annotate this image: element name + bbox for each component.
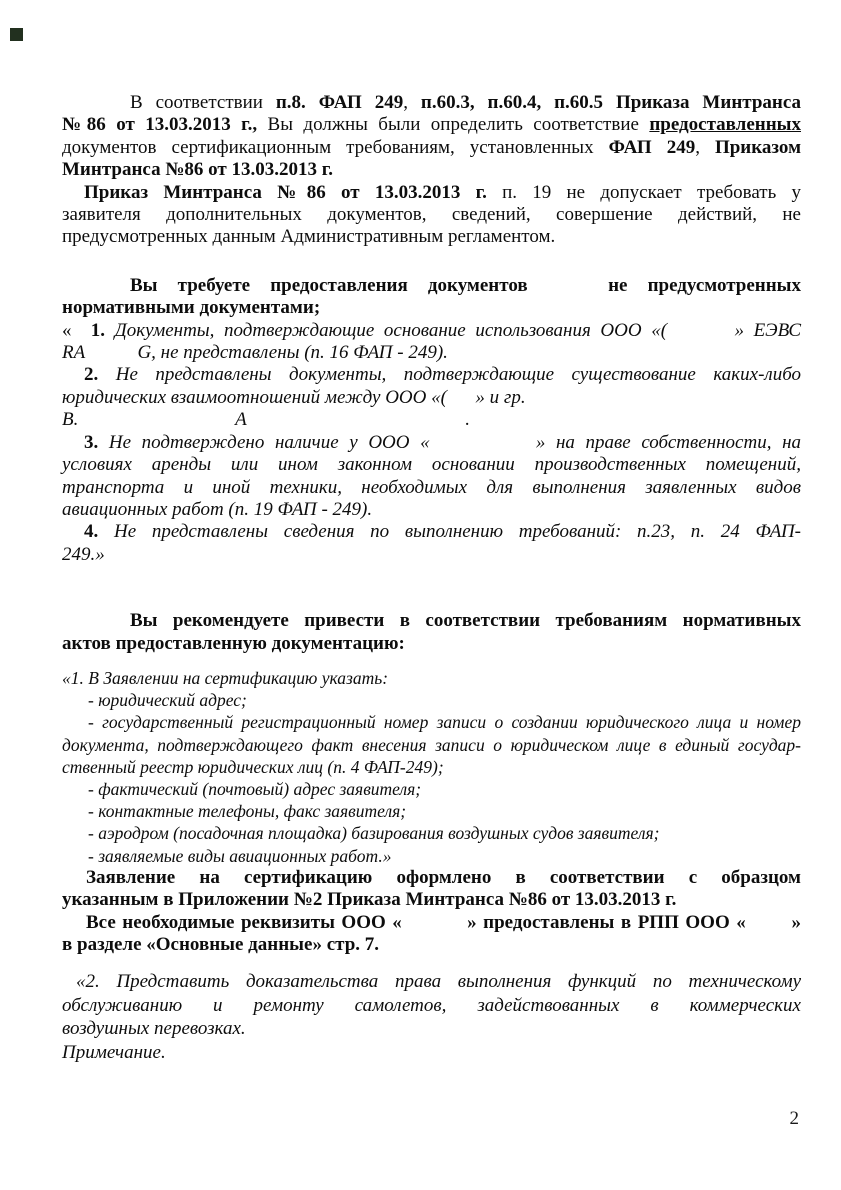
text-line xyxy=(62,912,801,934)
text-line xyxy=(62,822,801,844)
text-run: - государственный регистрационный номер записи о создании юридического лица и номер xyxy=(88,712,801,733)
text-line xyxy=(62,544,801,566)
text-run: юридических взаимоотношений между ООО «( » и гр. xyxy=(62,386,526,408)
remark-paragraph xyxy=(62,970,801,1064)
text-line xyxy=(62,934,801,956)
text-line xyxy=(62,499,801,521)
demand-item-3 xyxy=(62,432,801,522)
text-run: п. 19 не допускает требовать у xyxy=(486,181,801,203)
text-run: ФАП 249 xyxy=(608,136,696,158)
text-line xyxy=(62,342,801,364)
text-run: Приказ Минтранса №86 от 13.03.2013 г. xyxy=(84,181,487,203)
text-line xyxy=(62,114,801,136)
order-paragraph xyxy=(62,182,801,249)
text-run: документов сертификационным требованиям, установленных xyxy=(62,136,609,158)
text-run: «1. В Заявлении на сертификацию указать: xyxy=(62,667,389,688)
text-run: - аэродром (посадочная площадка) базирования воздушных судов заявителя; xyxy=(88,823,660,844)
text-line xyxy=(62,297,801,319)
text-run: воздушных перевозках. xyxy=(62,1018,246,1040)
text-line xyxy=(62,994,801,1018)
text-run: нормативными документами; xyxy=(62,297,321,319)
text-run: 4. xyxy=(84,521,99,543)
text-run: транспорта и иной техники, необходимых для выполнения заявленных видов xyxy=(62,476,801,498)
recommendations-heading xyxy=(62,610,801,655)
statement-paragraph xyxy=(62,867,801,957)
text-line xyxy=(62,432,801,454)
text-run: в разделе «Основные данные» стр. 7. xyxy=(62,933,380,955)
text-run: актов предоставленную документацию: xyxy=(62,632,405,654)
text-line xyxy=(62,633,801,655)
text-run: Документы, подтверждающие основание использования ООО «( » ЕЭВС xyxy=(105,319,802,341)
text-run: Все необходимые реквизиты ООО « » предоставлены в РПП ООО « » xyxy=(86,911,801,933)
text-run: - фактический (почтовый) адрес заявителя; xyxy=(88,778,422,799)
text-run: Не представлены сведения по выполнению требований: п.23, п. 24 ФАП- xyxy=(98,521,801,543)
text-line xyxy=(62,1041,801,1065)
text-line xyxy=(62,204,801,226)
text-run: - контактные телефоны, факс заявителя; xyxy=(88,801,407,822)
text-run: №86 от 13.03.2013 г., xyxy=(62,114,258,136)
text-run: Заявление на сертификацию оформлено в соответствии с образцом xyxy=(86,866,801,888)
text-line xyxy=(62,610,801,632)
text-line xyxy=(62,275,801,297)
text-run: предусмотренных данным Административным регламентом. xyxy=(62,226,556,248)
text-line xyxy=(62,711,801,733)
text-line xyxy=(62,1017,801,1041)
text-run: п.60.3, п.60.4, п.60.5 Приказа Минтранса xyxy=(420,92,802,113)
text-line xyxy=(62,226,801,248)
text-run: предоставленных xyxy=(649,114,801,136)
text-run: ственный реестр юридических лиц (п. 4 ФАП-249); xyxy=(62,756,444,777)
text-line xyxy=(62,845,801,867)
text-run: - юридический адрес; xyxy=(88,690,247,711)
text-run: « xyxy=(62,319,91,341)
text-run: 2. xyxy=(84,364,99,386)
text-line xyxy=(62,970,801,994)
text-run: Не подтверждено наличие у ООО « » на праве собственности, на xyxy=(98,431,801,453)
text-run: п.8. ФАП 249 xyxy=(275,92,404,113)
text-line xyxy=(62,800,801,822)
text-line xyxy=(62,477,801,499)
text-line xyxy=(62,159,801,181)
demand-item-4 xyxy=(62,521,801,566)
text-line xyxy=(62,756,801,778)
text-run: документа, подтверждающего факт внесения записи о юридическом лице в единый государ- xyxy=(62,734,801,755)
text-run: обслуживанию и ремонту самолетов, задействованных в коммерческих xyxy=(62,994,801,1016)
text-line xyxy=(62,778,801,800)
demand-item-1 xyxy=(62,320,801,365)
demand-item-2 xyxy=(62,364,801,431)
text-run: «2. Представить доказательства права выполнения функций по техническому xyxy=(76,971,801,993)
text-run: - заявляемые виды авиационных работ.» xyxy=(88,845,392,866)
text-line xyxy=(62,92,801,114)
text-line xyxy=(62,867,801,889)
text-run: , xyxy=(695,136,715,158)
page-number: 2 xyxy=(789,1108,799,1129)
text-run: В. А . xyxy=(62,409,470,431)
text-run: заявителя дополнительных документов, сведений, совершение действий, не xyxy=(62,204,801,226)
text-run: , xyxy=(403,92,421,113)
text-line xyxy=(62,454,801,476)
text-line xyxy=(62,182,801,204)
text-run: В соответствии xyxy=(130,92,276,113)
text-line xyxy=(62,137,801,159)
text-run: Приказом xyxy=(714,136,802,158)
text-run: Вы должны были определить соответствие xyxy=(257,114,650,136)
text-line xyxy=(62,689,801,711)
text-run: Не представлены документы, подтверждающие существование каких-либо xyxy=(98,364,801,386)
text-run: 249.» xyxy=(62,543,105,565)
text-line xyxy=(62,364,801,386)
intro-paragraph xyxy=(62,92,801,182)
text-line xyxy=(62,409,801,431)
text-line xyxy=(62,521,801,543)
scan-artifact xyxy=(10,28,23,41)
text-run: указанным в Приложении №2 Приказа Минтранса №86 от 13.03.2013 г. xyxy=(62,889,677,911)
text-line xyxy=(62,889,801,911)
text-run: 1. xyxy=(90,319,106,341)
text-line xyxy=(62,667,801,689)
text-run: Минтранса №86 от 13.03.2013 г. xyxy=(62,159,333,181)
text-line xyxy=(62,734,801,756)
text-line xyxy=(62,320,801,342)
text-line xyxy=(62,387,801,409)
text-run: Вы рекомендуете привести в соответствии требованиям нормативных xyxy=(130,610,801,632)
text-run: RA G, не представлены (п. 16 ФАП - 249). xyxy=(62,342,448,364)
text-run: авиационных работ (п. 19 ФАП - 249). xyxy=(62,498,373,520)
document-body xyxy=(62,0,801,1064)
text-run: 3. xyxy=(84,431,99,453)
text-run: условиях аренды или ином законном основании производственных помещений, xyxy=(62,454,801,476)
text-run: Вы требуете предоставления документов не предусмотренных xyxy=(130,274,801,296)
text-run: Примечание. xyxy=(62,1041,166,1063)
demands-heading xyxy=(62,275,801,320)
recommendations-list xyxy=(62,667,801,867)
